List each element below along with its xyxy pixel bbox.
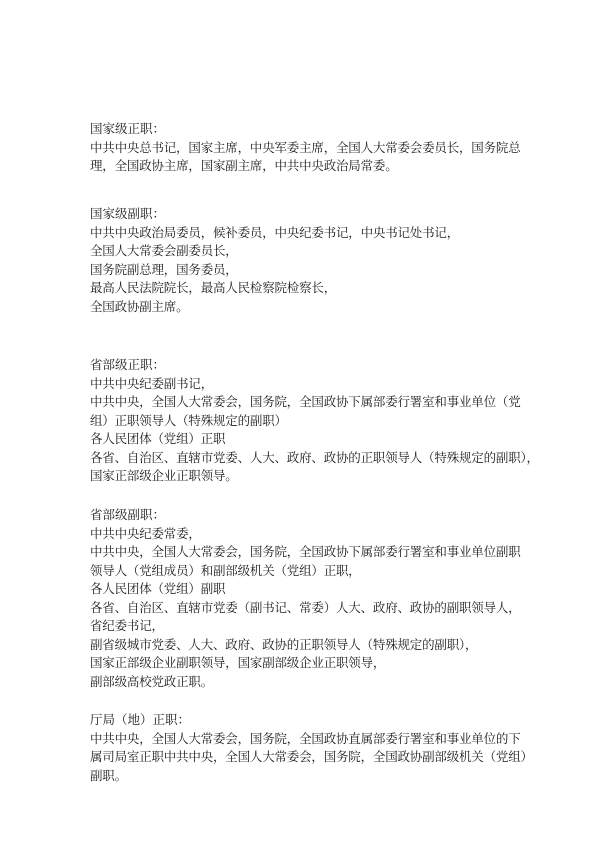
text-line: 全国人大常委会副委员长， [90, 243, 238, 258]
text-line: 中共中央，全国人大常委会，国务院，全国政协下属部委行署室和事业单位副职 [90, 544, 521, 559]
text-line: 副省级城市党委、人大、政府、政协的正职领导人（特殊规定的副职）， [90, 636, 478, 652]
text-line: 省纪委书记， [90, 618, 164, 633]
text-line: 属司局室正职中共中央，全国人大常委会，国务院，全国政协副部级机关（党组） [90, 749, 533, 764]
text-line: 副职。 [90, 767, 127, 783]
text-line: 国家正部级企业正职领导。 [90, 468, 238, 483]
section-heading: 国家级正职： [90, 121, 166, 136]
text-line: 中共中央总书记，国家主席，中央军委主席，全国人大常委会委员长，国务院总 [90, 139, 521, 155]
text-line: 副部级高校党政正职。 [90, 673, 214, 689]
section-provincial-principal [90, 356, 539, 486]
section-national-principal [90, 120, 530, 176]
section-heading: 厅局（地）正职： [90, 712, 191, 727]
text-line: 中共中央，全国人大常委会，国务院，全国政协下属部委行署室和事业单位（党 [90, 394, 521, 409]
section-bureau-principal [90, 711, 533, 785]
text-line: 中共中央纪委常委， [90, 525, 201, 541]
section-heading: 省部级正职： [90, 357, 166, 372]
section-national-deputy [90, 205, 530, 316]
text-line: 全国政协副主席。 [90, 298, 189, 314]
section-heading: 国家级副职： [90, 206, 166, 221]
text-line: 中共中央，全国人大常委会，国务院，全国政协直属部委行署室和事业单位的下 [90, 730, 521, 746]
text-line: 各人民团体（党组）副职 [90, 581, 226, 596]
text-line: 中共中央政治局委员，候补委员，中央纪委书记，中央书记处书记， [90, 224, 460, 240]
text-line: 各人民团体（党组）正职 [90, 431, 226, 446]
text-line: 国务院副总理，国务委员， [90, 261, 238, 277]
text-line: 各省、自治区、直辖市党委（副书记、常委）人大、政府、政协的副职领导人， [90, 599, 521, 615]
text-line: 理，全国政协主席，国家副主席，中共中央政治局常委。 [90, 158, 398, 173]
section-provincial-deputy [90, 506, 530, 691]
text-line: 中共中央纪委副书记， [90, 375, 214, 391]
text-line: 国家正部级企业副职领导，国家副部级企业正职领导， [90, 655, 386, 670]
text-line: 最高人民法院院长，最高人民检察院检察长， [90, 280, 337, 295]
text-line: 领导人（党组成员）和副部级机关（党组）正职， [90, 562, 361, 578]
section-heading: 省部级副职： [90, 507, 166, 522]
text-line: 各省、自治区、直辖市党委、人大、政府、政协的正职领导人（特殊规定的副职）， [90, 449, 539, 465]
text-line: 组）正职领导人（特殊规定的副职） [90, 412, 287, 428]
